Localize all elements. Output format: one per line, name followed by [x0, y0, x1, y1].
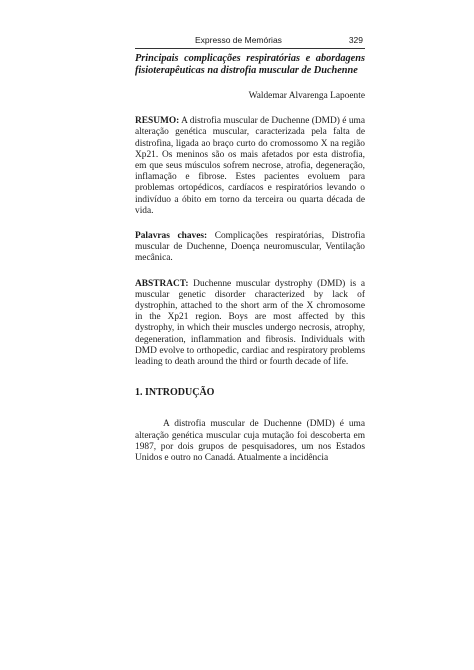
keywords-paragraph	[135, 231, 365, 265]
page-number: 329	[348, 35, 363, 45]
abstract-label: ABSTRACT:	[135, 278, 189, 289]
intro-paragraph: A distrofia muscular de Duchenne (DMD) é uma alteração genética muscular cuja mutação foi descoberta em 1987, por dois grupos de pesquisadores, um nos Estados Unidos e outro no Canadá. Atualmente a incidência	[135, 419, 365, 464]
article-author: Waldemar Alvarenga Lapoente	[248, 91, 365, 101]
resumo-text: A distrofia muscular de Duchenne (DMD) é uma alteração genética muscular, caracterizada pela falta de distrofina, ligada ao braço curto do cromossomo X na região Xp21. Os meninos são os mais afetados por esta distrofia, em que seus músculos sofrem necrose, atrofia, degeneração, inflamação e fibrose. Estes pacientes evoluem para problemas ortopédicos, cardíacos e respiratórios levando o indivíduo a óbito em torno da terceira ou quarta década de vida.	[135, 116, 365, 216]
article-body	[135, 53, 365, 464]
header-rule	[135, 48, 365, 49]
resumo-paragraph	[135, 116, 365, 217]
running-header	[135, 33, 365, 47]
section-heading: 1. INTRODUÇÃO	[135, 387, 215, 399]
abstract-paragraph	[135, 279, 365, 369]
journal-name: Expresso de Memórias	[195, 35, 282, 45]
abstract-text: Duchenne muscular dystrophy (DMD) is a muscular genetic disorder characterized by lack of dystrophin, attached to the short arm of the X chromosome in the Xp21 region. Boys are most affected by this dystrophy, in which their muscles undergo necrosis, atrophy, degeneration, inflammation and fibrosis. Individuals with DMD evolve to orthopedic, cardiac and respiratory problems leading to death around the third or fourth decade of life.	[135, 278, 365, 368]
keywords-text: Complicações respiratórias, Distrofia muscular de Duchenne, Doença neuromuscular, Ventilação mecânica.	[135, 231, 365, 264]
keywords-label: Palavras chaves:	[135, 231, 208, 242]
resumo-label: RESUMO:	[135, 116, 180, 127]
article-title: Principais complicações respiratórias e abordagens fisioterapêuticas na distrofia muscular de Duchenne	[135, 53, 365, 76]
